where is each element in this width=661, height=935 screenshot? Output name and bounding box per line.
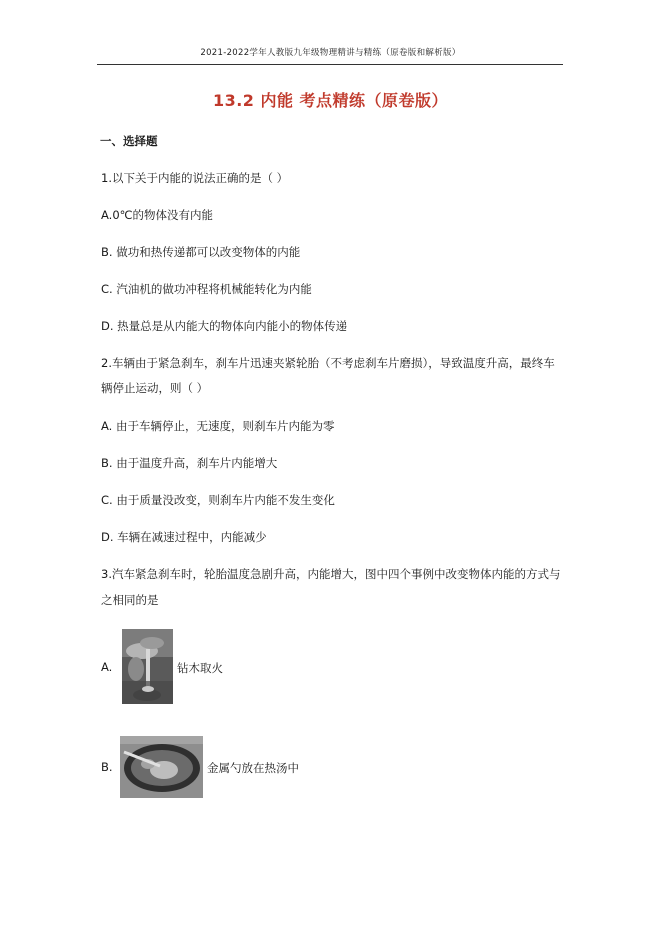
question-2-option-b: B. 由于温度升高，刹车片内能增大 xyxy=(101,456,278,470)
question-3-option-b-label: B. xyxy=(101,760,113,774)
section-heading: 一、选择题 xyxy=(100,134,158,148)
document-title: 13.2 内能 考点精练（原卷版） xyxy=(212,91,449,110)
question-1-option-a: A.0℃的物体没有内能 xyxy=(101,208,214,222)
running-header: 2021-2022学年人教版九年级物理精讲与精练（原卷版和解析版） xyxy=(200,48,461,58)
header-rule xyxy=(97,64,563,65)
question-2-option-c: C. 由于质量没改变，则刹车片内能不发生变化 xyxy=(101,493,335,507)
question-3-stem-line-2: 之相同的是 xyxy=(101,593,159,607)
question-3-option-a-label: A. xyxy=(101,660,113,674)
question-3-option-b-caption: 金属勺放在热汤中 xyxy=(207,761,299,775)
drilling-wood-photo xyxy=(122,629,173,704)
metal-spoon-in-soup-photo xyxy=(120,736,203,798)
question-2-option-d: D. 车辆在减速过程中，内能减少 xyxy=(101,530,267,544)
question-1-option-c: C. 汽油机的做功冲程将机械能转化为内能 xyxy=(101,282,312,296)
question-1-stem: 1.以下关于内能的说法正确的是（ ） xyxy=(101,171,289,185)
question-2-option-a: A. 由于车辆停止，无速度，则刹车片内能为零 xyxy=(101,419,335,433)
question-3-stem-line-1: 3.汽车紧急刹车时，轮胎温度急剧升高，内能增大，图中四个事例中改变物体内能的方式与 xyxy=(101,567,561,581)
question-2-stem-line-1: 2.车辆由于紧急刹车，刹车片迅速夹紧轮胎（不考虑刹车片磨损），导致温度升高，最终车 xyxy=(101,356,555,370)
question-1-option-b: B. 做功和热传递都可以改变物体的内能 xyxy=(101,245,301,259)
question-2-stem-line-2: 辆停止运动，则（ ） xyxy=(101,381,209,395)
question-1-option-d: D. 热量总是从内能大的物体向内能小的物体传递 xyxy=(101,319,348,333)
question-3-option-a-caption: 钻木取火 xyxy=(177,661,223,675)
